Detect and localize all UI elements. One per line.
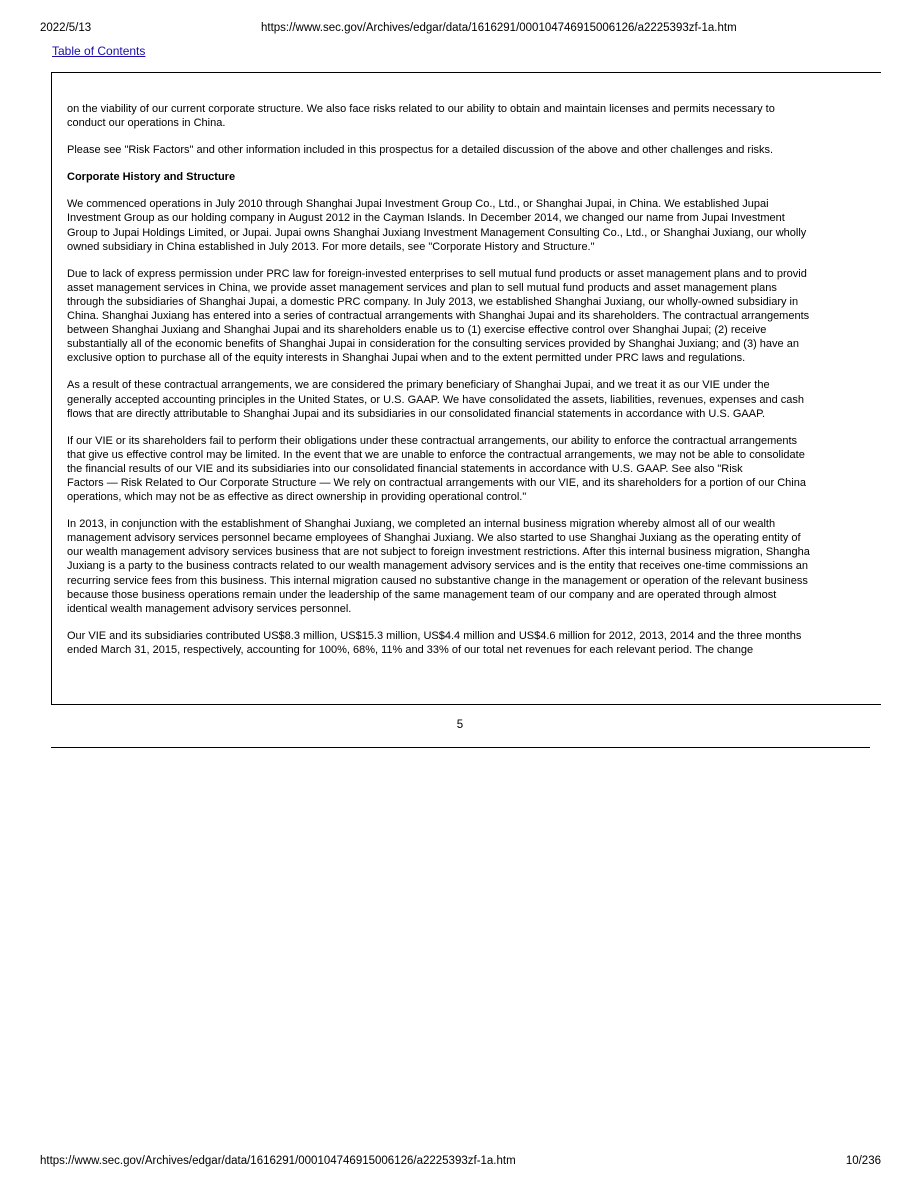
paragraph-business-migration: In 2013, in conjunction with the establishment of Shanghai Juxiang, we completed an internal business migration whereby almost all of our wealth management advisory services personnel became employees of Shanghai Juxiang. We also started to use Shanghai Juxiang as the operating entity of our wealth management advisory services business that are not subject to foreign investment restrictions. After this internal business migration, Shangha Juxiang is a party to the business contracts related to our wealth management advisory services and is the entity that receives one-time commissions an recurring service fees from this business. This internal migration caused no substantive change in the management or operation of the relevant business because those business operations remain under the leadership of the same management team of our company and are operated through almost identical wealth management advisory services personnel. bbox=[67, 518, 810, 615]
paragraph-primary-beneficiary: As a result of these contractual arrangements, we are considered the primary beneficiary of Shanghai Jupai, and we treat it as our VIE under the generally accepted accounting principles in the United States, or U.S. GAAP. We have consolidated the assets, liabilities, revenues, expenses and cash flows that are directly attributable to Shanghai Jupai and its subsidiaries in our consolidated financial statements in accordance with U.S. GAAP. bbox=[67, 379, 805, 420]
print-date: 2022/5/13 bbox=[40, 22, 92, 34]
paragraph-vie-contribution: Our VIE and its subsidiaries contributed US$8.3 million, US$15.3 million, US$4.4 million and US$4.6 million for 2012, 2013, 2014 and the three months ended March 31, 2015, respectively, accounting for 100%, 68%, 11% and 33% of our total net revenues for each relevant period. The change bbox=[67, 629, 802, 656]
paragraph-prc-law: Due to lack of express permission under PRC law for foreign-invested enterprises to sell mutual fund products or asset management plans and to provid asset management services in China, we provide asset management services and plan to sell mutual fund products and asset management plans through the subsidiaries of Shanghai Jupai, a domestic PRC company. In July 2013, we established Shanghai Juxiang, our wholly-owned subsidiary in China. Shanghai Juxiang has entered into a series of contractual arrangements with Shanghai Jupai and its shareholders. The contractual arrangements between Shanghai Juxiang and Shanghai Jupai and its shareholders enable us to (1) exercise effective control over Shanghai Jupai; (2) receive substantially all of the economic benefits of Shanghai Jupai in consideration for the consulting services provided by Shanghai Juxiang; and (3) have an exclusive option to purchase all of the equity interests in Shanghai Jupai when and to the extent permitted under PRC laws and regulations. bbox=[67, 267, 810, 365]
paragraph-enforcement-risk: If our VIE or its shareholders fail to perform their obligations under these contractual arrangements, our ability to enforce the contractual arrangements that give us effective control may be limited. In the event that we are unable to enforce the contractual arrangements, we may not be able to consolidate the financial results of our VIE and its subsidiaries into our consolidated financial statements in accordance with U.S. GAAP. See also "Risk Factors — Risk Related to Our Corporate Structure — We rely on contractual arrangements with our VIE, and its shareholders for a portion of our China operations, which may not be as effective as direct ownership in providing operational control." bbox=[67, 434, 806, 504]
page-url-header: https://www.sec.gov/Archives/edgar/data/1616291/000104746915006126/a2225393zf-1a.htm bbox=[261, 22, 737, 34]
page-divider bbox=[51, 747, 870, 748]
section-heading: Corporate History and Structure bbox=[67, 171, 236, 184]
table-of-contents-link[interactable]: Table of Contents bbox=[52, 44, 146, 58]
paragraph-viability: on the viability of our current corporate structure. We also face risks related to our ability to obtain and maintain licenses and permits necessary to conduct our operations in China. bbox=[67, 103, 775, 130]
document-body bbox=[67, 102, 881, 670]
page-url-footer: https://www.sec.gov/Archives/edgar/data/1616291/000104746915006126/a2225393zf-1a.htm bbox=[40, 1155, 516, 1167]
paragraph-risk-factors-reference: Please see "Risk Factors" and other information included in this prospectus for a detailed discussion of the above and other challenges and risks. bbox=[67, 144, 774, 157]
print-page-count: 10/236 bbox=[845, 1155, 881, 1167]
page-number: 5 bbox=[456, 719, 464, 731]
document-content-frame bbox=[51, 72, 881, 705]
paragraph-commenced-operations: We commenced operations in July 2010 through Shanghai Jupai Investment Group Co., Ltd., or Shanghai Jupai, in China. We established Jupai Investment Group as our holding company in August 2012 in the Cayman Islands. In December 2014, we changed our name from Jupai Investment Group to Jupai Holdings Limited, or Jupai. Jupai owns Shanghai Juxiang Investment Management Consulting Co., Ltd., or Shanghai Juxiang, our wholly owned subsidiary in China established in July 2013. For more details, see "Corporate History and Structure." bbox=[67, 198, 807, 253]
